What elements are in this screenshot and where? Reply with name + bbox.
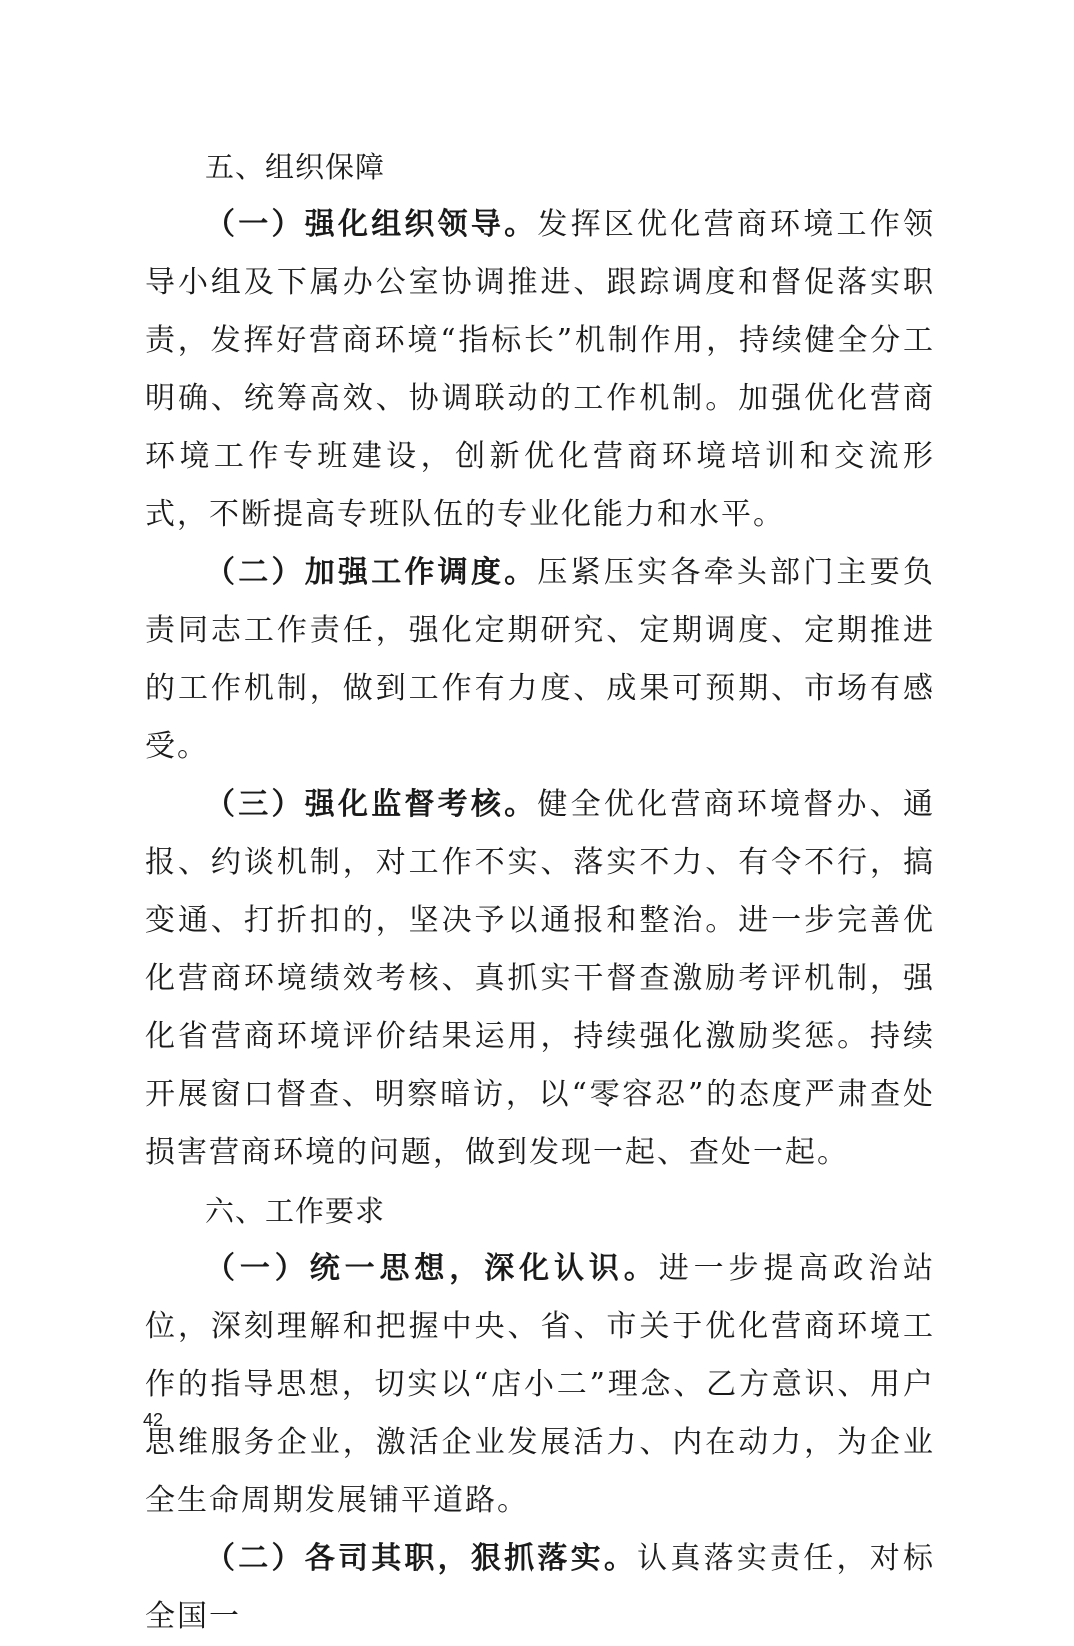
paragraph-lead: （一）统一思想，深化认识。 [205,1251,659,1286]
paragraph-text: 进一步提高政治站位，深刻理解和把握中央、省、市关于优化营商环境工作的指导思想，切实以“店小二”理念、乙方意识、用户思维服务企业，激活企业发展活力、内在动力，为企业全生命周期发展铺平道路。 [145,1251,936,1518]
section-heading-5: 五、组织保障 [205,150,386,184]
paragraph-lead: （二）加强工作调度。 [205,555,538,590]
paragraph-text: 发挥区优化营商环境工作领导小组及下属办公室协调推进、跟踪调度和督促落实职责，发挥好营商环境“指标长”机制作用，持续健全分工明确、统筹高效、协调联动的工作机制。加强优化营商环境工作专班建设，创新优化营商环境培训和交流形式，不断提高专班队伍的专业化能力和水平。 [145,207,936,532]
paragraph-6-1 [145,1240,935,1530]
paragraph-5-3 [145,776,935,1182]
paragraph-lead: （三）强化监督考核。 [205,787,538,822]
page-number: 42 [143,1410,164,1430]
paragraph-text: 压紧压实各牵头部门主要负责同志工作责任，强化定期研究、定期调度、定期推进的工作机制，做到工作有力度、成果可预期、市场有感受。 [145,555,936,764]
paragraph-text: 健全优化营商环境督办、通报、约谈机制，对工作不实、落实不力、有令不行，搞变通、打折扣的，坚决予以通报和整治。进一步完善优化营商环境绩效考核、真抓实干督查激励考评机制，强化省营商环境评价结果运用，持续强化激励奖惩。持续开展窗口督查、明察暗访，以“零容忍”的态度严肃查处损害营商环境的问题，做到发现一起、查处一起。 [145,787,936,1170]
section-heading-6: 六、工作要求 [205,1194,386,1228]
paragraph-5-2 [145,544,935,776]
paragraph-6-2 [145,1530,935,1646]
paragraph-lead: （一）强化组织领导。 [205,207,538,242]
document-body [145,138,935,1646]
paragraph-5-1 [145,196,935,544]
paragraph-text: 认真落实责任，对标全国一 [145,1541,936,1634]
paragraph-lead: （二）各司其职，狠抓落实。 [205,1541,638,1576]
